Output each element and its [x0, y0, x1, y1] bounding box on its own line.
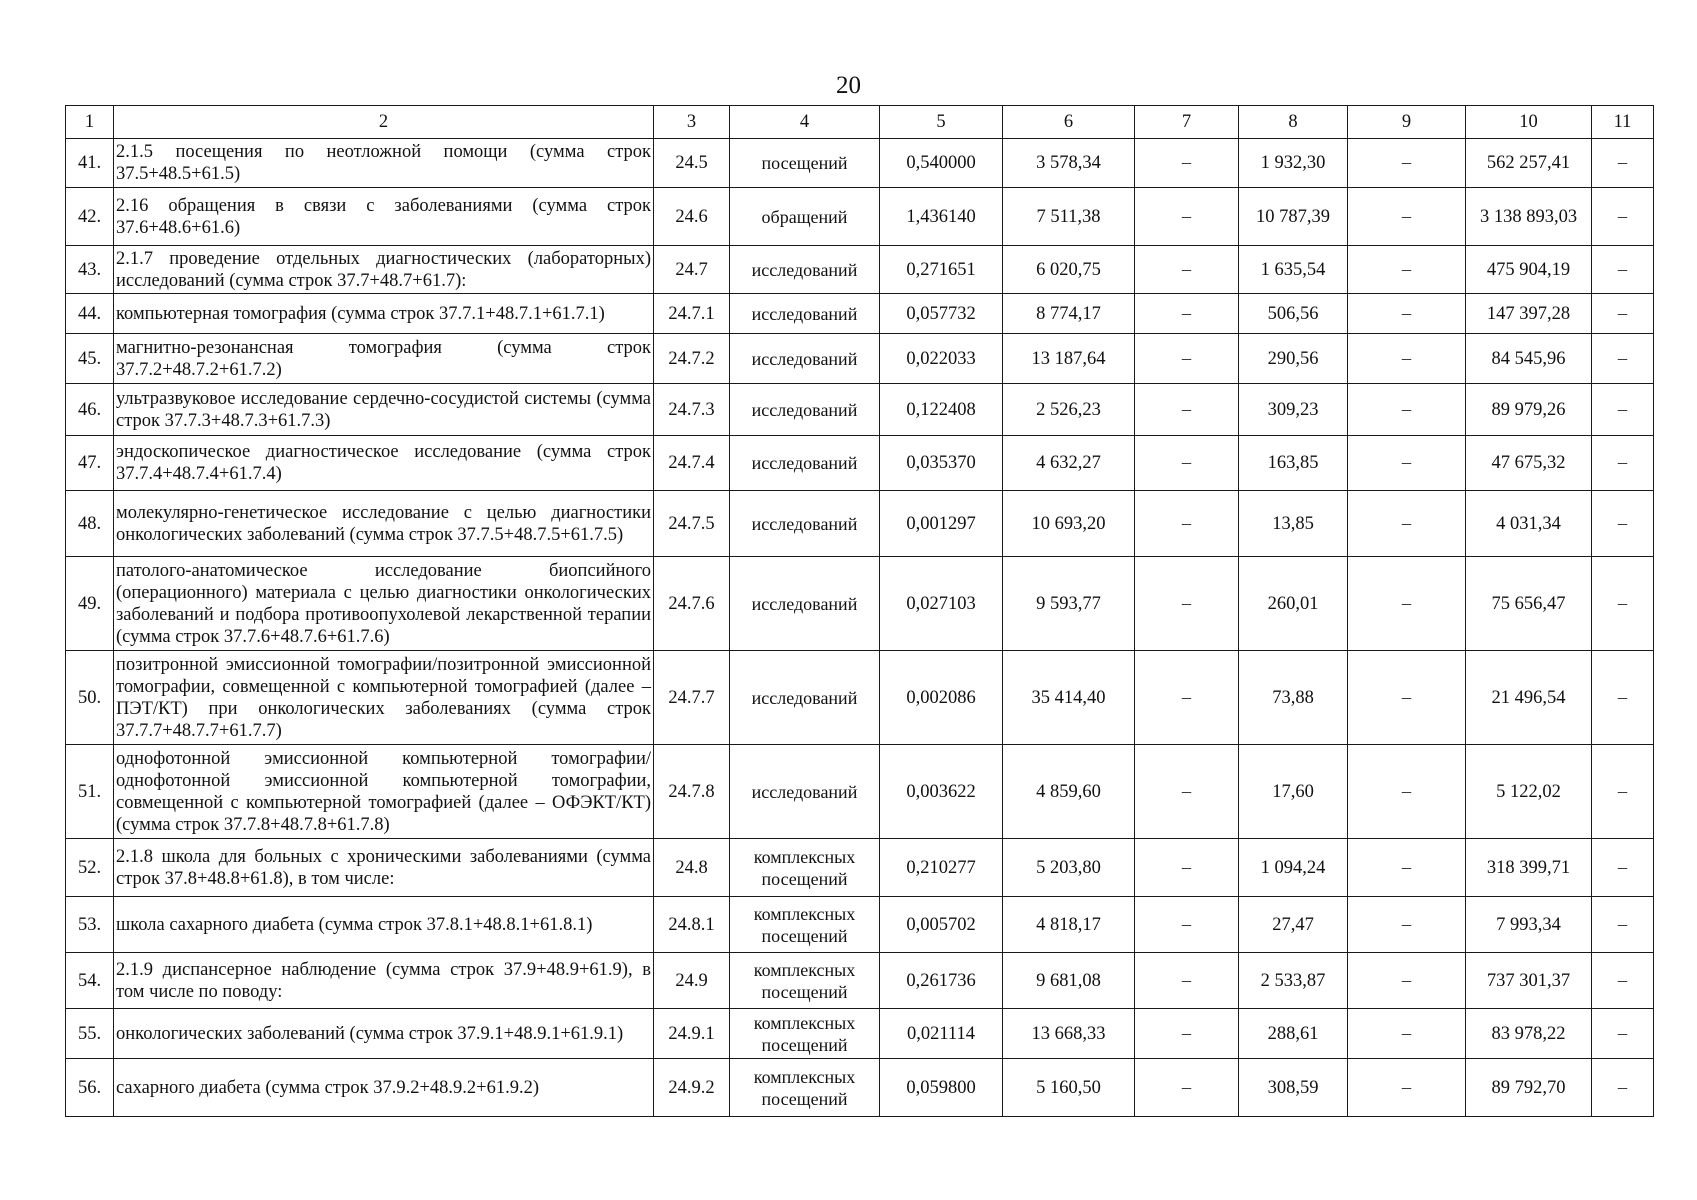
- cell-col5: 1,436140: [880, 188, 1003, 246]
- cell-col10: 562 257,41: [1466, 139, 1592, 188]
- row-unit: комплексных посещений: [730, 953, 880, 1009]
- cell-col5: 0,021114: [880, 1009, 1003, 1059]
- row-number: 46.: [66, 384, 114, 436]
- row-code: 24.9: [654, 953, 730, 1009]
- row-number: 43.: [66, 246, 114, 294]
- cell-col11: –: [1592, 334, 1654, 384]
- cell-col6: 6 020,75: [1003, 246, 1135, 294]
- row-code: 24.9.1: [654, 1009, 730, 1059]
- cell-col8: 506,56: [1239, 294, 1348, 334]
- cell-col8: 163,85: [1239, 436, 1348, 491]
- cell-col9: –: [1348, 139, 1466, 188]
- cell-col5: 0,035370: [880, 436, 1003, 491]
- row-name: позитронной эмиссионной томографии/позитронной эмиссионной томографии, совмещенной с компьютерной томографией (далее – ПЭТ/КТ) при онкологических заболеваниях (сумма строк 37.7.7+48.7.7+61.7.7): [114, 651, 654, 745]
- row-code: 24.7.1: [654, 294, 730, 334]
- cell-col6: 13 187,64: [1003, 334, 1135, 384]
- row-unit: комплексных посещений: [730, 839, 880, 897]
- cell-col11: –: [1592, 897, 1654, 953]
- cell-col6: 13 668,33: [1003, 1009, 1135, 1059]
- cell-col5: 0,005702: [880, 897, 1003, 953]
- cell-col7: –: [1135, 491, 1239, 557]
- table-row: [66, 436, 1654, 491]
- cell-col9: –: [1348, 334, 1466, 384]
- table-row: [66, 897, 1654, 953]
- cell-col8: 27,47: [1239, 897, 1348, 953]
- row-name: 2.1.7 проведение отдельных диагностических (лабораторных) исследований (сумма строк 37.7+48.7+61.7):: [114, 246, 654, 294]
- cell-col7: –: [1135, 953, 1239, 1009]
- table-row: [66, 651, 1654, 745]
- row-code: 24.7.7: [654, 651, 730, 745]
- row-unit: обращений: [730, 188, 880, 246]
- cell-col6: 10 693,20: [1003, 491, 1135, 557]
- cell-col7: –: [1135, 557, 1239, 651]
- row-code: 24.8.1: [654, 897, 730, 953]
- cell-col10: 7 993,34: [1466, 897, 1592, 953]
- cell-col6: 2 526,23: [1003, 384, 1135, 436]
- row-number: 44.: [66, 294, 114, 334]
- cell-col10: 89 979,26: [1466, 384, 1592, 436]
- row-number: 49.: [66, 557, 114, 651]
- row-code: 24.7: [654, 246, 730, 294]
- row-code: 24.8: [654, 839, 730, 897]
- cell-col9: –: [1348, 839, 1466, 897]
- table-row: [66, 188, 1654, 246]
- cell-col7: –: [1135, 384, 1239, 436]
- header-cell: 9: [1348, 106, 1466, 139]
- cell-col9: –: [1348, 953, 1466, 1009]
- cell-col6: 9 681,08: [1003, 953, 1135, 1009]
- header-cell: 6: [1003, 106, 1135, 139]
- header-row: [66, 106, 1654, 139]
- row-code: 24.7.2: [654, 334, 730, 384]
- header-cell: 5: [880, 106, 1003, 139]
- row-unit: комплексных посещений: [730, 1009, 880, 1059]
- cell-col8: 10 787,39: [1239, 188, 1348, 246]
- cell-col9: –: [1348, 246, 1466, 294]
- cell-col8: 308,59: [1239, 1059, 1348, 1117]
- cell-col10: 5 122,02: [1466, 745, 1592, 839]
- cell-col11: –: [1592, 436, 1654, 491]
- row-unit: исследований: [730, 491, 880, 557]
- cell-col11: –: [1592, 246, 1654, 294]
- cell-col10: 318 399,71: [1466, 839, 1592, 897]
- row-number: 56.: [66, 1059, 114, 1117]
- page-number: 20: [836, 72, 861, 99]
- cell-col9: –: [1348, 384, 1466, 436]
- cell-col7: –: [1135, 294, 1239, 334]
- row-name: 2.16 обращения в связи с заболеваниями (сумма строк 37.6+48.6+61.6): [114, 188, 654, 246]
- row-name: магнитно-резонансная томография (сумма строк 37.7.2+48.7.2+61.7.2): [114, 334, 654, 384]
- cell-col6: 8 774,17: [1003, 294, 1135, 334]
- table-row: [66, 334, 1654, 384]
- cell-col9: –: [1348, 491, 1466, 557]
- header-cell: 10: [1466, 106, 1592, 139]
- row-code: 24.6: [654, 188, 730, 246]
- cell-col7: –: [1135, 334, 1239, 384]
- header-cell: 4: [730, 106, 880, 139]
- cell-col9: –: [1348, 1009, 1466, 1059]
- row-number: 51.: [66, 745, 114, 839]
- cell-col8: 288,61: [1239, 1009, 1348, 1059]
- row-name: эндоскопическое диагностическое исследование (сумма строк 37.7.4+48.7.4+61.7.4): [114, 436, 654, 491]
- row-number: 42.: [66, 188, 114, 246]
- row-code: 24.7.3: [654, 384, 730, 436]
- row-number: 47.: [66, 436, 114, 491]
- cell-col6: 4 818,17: [1003, 897, 1135, 953]
- cell-col10: 4 031,34: [1466, 491, 1592, 557]
- table-row: [66, 294, 1654, 334]
- cell-col6: 9 593,77: [1003, 557, 1135, 651]
- table-row: [66, 139, 1654, 188]
- cell-col11: –: [1592, 294, 1654, 334]
- row-name: ультразвуковое исследование сердечно-сосудистой системы (сумма строк 37.7.3+48.7.3+61.7.3): [114, 384, 654, 436]
- cell-col10: 47 675,32: [1466, 436, 1592, 491]
- cell-col7: –: [1135, 897, 1239, 953]
- row-number: 54.: [66, 953, 114, 1009]
- cell-col6: 5 203,80: [1003, 839, 1135, 897]
- header-cell: 7: [1135, 106, 1239, 139]
- table-row: [66, 1009, 1654, 1059]
- cell-col9: –: [1348, 557, 1466, 651]
- table-row: [66, 557, 1654, 651]
- row-name: молекулярно-генетическое исследование с целью диагностики онкологических заболеваний (сумма строк 37.7.5+48.7.5+61.7.5): [114, 491, 654, 557]
- row-code: 24.9.2: [654, 1059, 730, 1117]
- cell-col10: 475 904,19: [1466, 246, 1592, 294]
- cell-col8: 2 533,87: [1239, 953, 1348, 1009]
- row-unit: исследований: [730, 745, 880, 839]
- row-unit: исследований: [730, 557, 880, 651]
- row-unit: исследований: [730, 436, 880, 491]
- cell-col8: 17,60: [1239, 745, 1348, 839]
- row-number: 52.: [66, 839, 114, 897]
- cell-col9: –: [1348, 651, 1466, 745]
- row-unit: комплексных посещений: [730, 1059, 880, 1117]
- cell-col9: –: [1348, 436, 1466, 491]
- cell-col8: 1 094,24: [1239, 839, 1348, 897]
- row-number: 45.: [66, 334, 114, 384]
- cell-col11: –: [1592, 557, 1654, 651]
- row-unit: исследований: [730, 384, 880, 436]
- cell-col8: 290,56: [1239, 334, 1348, 384]
- row-code: 24.7.5: [654, 491, 730, 557]
- cell-col5: 0,003622: [880, 745, 1003, 839]
- cell-col10: 75 656,47: [1466, 557, 1592, 651]
- row-unit: исследований: [730, 651, 880, 745]
- cell-col9: –: [1348, 294, 1466, 334]
- row-number: 53.: [66, 897, 114, 953]
- header-cell: 8: [1239, 106, 1348, 139]
- table-row: [66, 839, 1654, 897]
- cell-col11: –: [1592, 188, 1654, 246]
- cell-col6: 35 414,40: [1003, 651, 1135, 745]
- header-cell: 2: [114, 106, 654, 139]
- cell-col10: 84 545,96: [1466, 334, 1592, 384]
- header-cell: 11: [1592, 106, 1654, 139]
- cell-col5: 0,122408: [880, 384, 1003, 436]
- row-name: сахарного диабета (сумма строк 37.9.2+48.9.2+61.9.2): [114, 1059, 654, 1117]
- cell-col9: –: [1348, 745, 1466, 839]
- cell-col5: 0,271651: [880, 246, 1003, 294]
- row-unit: посещений: [730, 139, 880, 188]
- cell-col11: –: [1592, 491, 1654, 557]
- cell-col8: 1 635,54: [1239, 246, 1348, 294]
- cell-col9: –: [1348, 897, 1466, 953]
- cell-col5: 0,210277: [880, 839, 1003, 897]
- cell-col11: –: [1592, 139, 1654, 188]
- cell-col7: –: [1135, 745, 1239, 839]
- cell-col11: –: [1592, 1009, 1654, 1059]
- cell-col5: 0,001297: [880, 491, 1003, 557]
- cell-col11: –: [1592, 745, 1654, 839]
- table-row: [66, 491, 1654, 557]
- row-code: 24.7.8: [654, 745, 730, 839]
- row-name: школа сахарного диабета (сумма строк 37.8.1+48.8.1+61.8.1): [114, 897, 654, 953]
- cell-col7: –: [1135, 1009, 1239, 1059]
- cell-col9: –: [1348, 1059, 1466, 1117]
- header-cell: 3: [654, 106, 730, 139]
- cell-col9: –: [1348, 188, 1466, 246]
- cell-col7: –: [1135, 436, 1239, 491]
- row-name: 2.1.5 посещения по неотложной помощи (сумма строк 37.5+48.5+61.5): [114, 139, 654, 188]
- row-name: онкологических заболеваний (сумма строк 37.9.1+48.9.1+61.9.1): [114, 1009, 654, 1059]
- row-unit: исследований: [730, 294, 880, 334]
- cell-col10: 83 978,22: [1466, 1009, 1592, 1059]
- cell-col6: 4 859,60: [1003, 745, 1135, 839]
- cell-col5: 0,002086: [880, 651, 1003, 745]
- row-number: 55.: [66, 1009, 114, 1059]
- cell-col11: –: [1592, 953, 1654, 1009]
- cell-col7: –: [1135, 1059, 1239, 1117]
- cell-col10: 21 496,54: [1466, 651, 1592, 745]
- row-number: 41.: [66, 139, 114, 188]
- cell-col5: 0,027103: [880, 557, 1003, 651]
- cell-col11: –: [1592, 651, 1654, 745]
- row-number: 48.: [66, 491, 114, 557]
- table-row: [66, 384, 1654, 436]
- cell-col8: 260,01: [1239, 557, 1348, 651]
- cell-col7: –: [1135, 188, 1239, 246]
- cell-col8: 73,88: [1239, 651, 1348, 745]
- cell-col7: –: [1135, 246, 1239, 294]
- cell-col10: 3 138 893,03: [1466, 188, 1592, 246]
- cell-col5: 0,022033: [880, 334, 1003, 384]
- row-code: 24.7.6: [654, 557, 730, 651]
- row-unit: исследований: [730, 246, 880, 294]
- cell-col7: –: [1135, 651, 1239, 745]
- row-name: патолого-анатомическое исследование биопсийного (операционного) материала с целью диагностики онкологических заболеваний и подбора противоопухолевой лекарственной терапии (сумма строк 37.7.6+48.7.6+61.7.6): [114, 557, 654, 651]
- cell-col6: 7 511,38: [1003, 188, 1135, 246]
- cell-col8: 1 932,30: [1239, 139, 1348, 188]
- cell-col6: 4 632,27: [1003, 436, 1135, 491]
- cell-col8: 13,85: [1239, 491, 1348, 557]
- cell-col6: 3 578,34: [1003, 139, 1135, 188]
- cell-col7: –: [1135, 839, 1239, 897]
- row-number: 50.: [66, 651, 114, 745]
- row-code: 24.5: [654, 139, 730, 188]
- table-row: [66, 1059, 1654, 1117]
- cell-col11: –: [1592, 384, 1654, 436]
- cell-col8: 309,23: [1239, 384, 1348, 436]
- cell-col10: 89 792,70: [1466, 1059, 1592, 1117]
- cell-col5: 0,059800: [880, 1059, 1003, 1117]
- cell-col5: 0,057732: [880, 294, 1003, 334]
- cell-col11: –: [1592, 1059, 1654, 1117]
- row-code: 24.7.4: [654, 436, 730, 491]
- cell-col11: –: [1592, 839, 1654, 897]
- cell-col6: 5 160,50: [1003, 1059, 1135, 1117]
- row-unit: комплексных посещений: [730, 897, 880, 953]
- row-name: однофотонной эмиссионной компьютерной томографии/однофотонной эмиссионной компьютерной томографии, совмещенной с компьютерной томографией (далее – ОФЭКТ/КТ) (сумма строк 37.7.8+48.7.8+61.7.8): [114, 745, 654, 839]
- row-name: компьютерная томография (сумма строк 37.7.1+48.7.1+61.7.1): [114, 294, 654, 334]
- row-name: 2.1.9 диспансерное наблюдение (сумма строк 37.9+48.9+61.9), в том числе по поводу:: [114, 953, 654, 1009]
- table-row: [66, 953, 1654, 1009]
- table-row: [66, 246, 1654, 294]
- row-unit: исследований: [730, 334, 880, 384]
- row-name: 2.1.8 школа для больных с хроническими заболеваниями (сумма строк 37.8+48.8+61.8), в том числе:: [114, 839, 654, 897]
- header-cell: 1: [66, 106, 114, 139]
- cell-col10: 147 397,28: [1466, 294, 1592, 334]
- cell-col5: 0,261736: [880, 953, 1003, 1009]
- table-row: [66, 745, 1654, 839]
- data-table: [65, 105, 1654, 1117]
- cell-col5: 0,540000: [880, 139, 1003, 188]
- cell-col7: –: [1135, 139, 1239, 188]
- cell-col10: 737 301,37: [1466, 953, 1592, 1009]
